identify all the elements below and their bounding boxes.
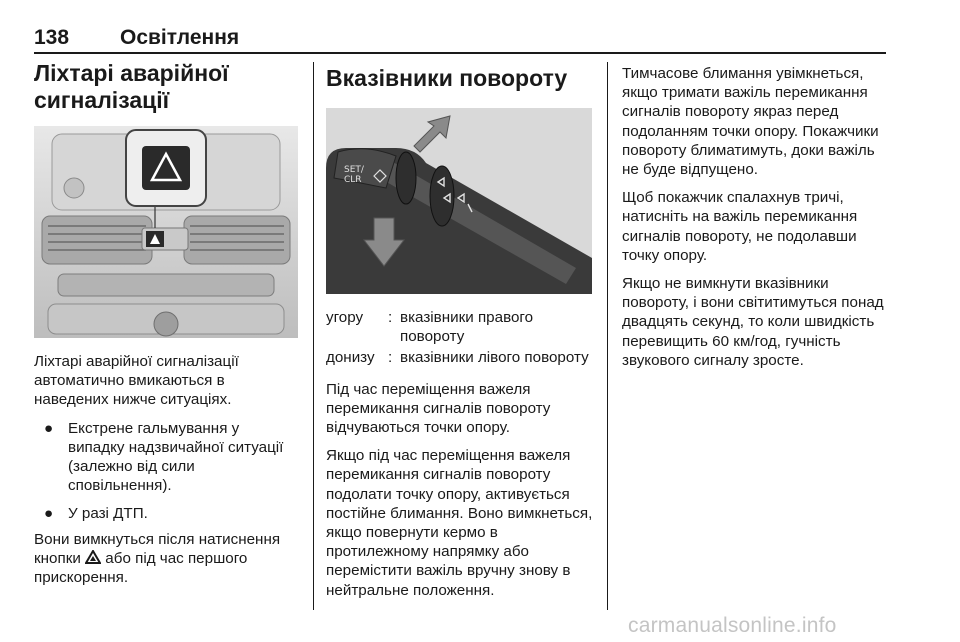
turn-signal-para5: Якщо не вимкнути вказівники повороту, і вони світитимуться понад двадцять секунд, то коли швидкість перевищить 60 км/год, гучність звукового сигналу зросте. — [622, 275, 884, 369]
column-turn-signals — [326, 60, 596, 600]
definition-row: угору : вказівники правого повороту — [326, 309, 534, 346]
column-turn-signals-continued — [622, 64, 892, 370]
set-label-line2: CLR — [344, 175, 362, 185]
column-divider-2 — [607, 62, 608, 610]
hazard-heading — [34, 60, 298, 114]
hazard-heading-line2: сигналізації — [34, 87, 170, 113]
bullet-dot: ● — [44, 505, 54, 523]
hazard-warning-triangle-icon — [85, 550, 101, 564]
page-header — [34, 24, 886, 56]
turn-signal-lever-illustration — [326, 108, 592, 294]
hazard-heading-line1: Ліхтарі аварійної — [34, 60, 229, 86]
bullet-dot: ● — [44, 419, 54, 437]
lever-drawing — [326, 108, 592, 294]
hazard-switch-illustration — [34, 126, 298, 338]
section-title: Освітлення — [120, 26, 240, 49]
turn-signal-para1: Під час переміщення важеля перемикання сигналів повороту відчуваються точки опору. — [326, 380, 551, 437]
column-hazard-lights — [34, 60, 298, 587]
header-rule — [34, 52, 886, 54]
watermark: carmanualsonline.info — [628, 614, 837, 637]
definition-row: донизу : вказівники лівого повороту — [326, 349, 589, 367]
set-label-line1: SET/ — [344, 165, 364, 175]
turn-signal-para3: Тимчасове блимання увімкнеться, якщо тримати важіль перемикання сигналів повороту якраз перед подоланням точки опору. Покажчики повороту блиматимуть, доки важіль не буде відпущено. — [622, 65, 879, 179]
hazard-conditions-list — [34, 419, 298, 524]
page-number: 138 — [34, 26, 70, 49]
list-item: ● Екстрене гальмування у випадку надзвичайної ситуації (залежно від сили сповільнення). — [44, 419, 284, 495]
turn-signal-para4: Щоб покажчик спалахнув тричі, натисніть на важіль перемикання сигналів повороту, не подолавши точку опору. — [622, 189, 858, 264]
hazard-intro: Ліхтарі аварійної сигналізації автоматично вмикаються в наведених нижче ситуаціях. — [34, 353, 239, 409]
dashboard-drawing — [34, 126, 298, 338]
column-divider-1 — [313, 62, 314, 610]
turn-signal-para2: Якщо під час переміщення важеля перемикання сигналів повороту подолати точку опору, активується постійне блимання. Воно вимкнеться, якщо повернути кермо в протилежному напрямку або перемістити важіль вручну знову в нейтральне положення. — [326, 447, 593, 599]
hazard-outro: Вони вимкнуться після натиснення кнопки або під час першого прискорення. — [34, 530, 281, 587]
lever-direction-definitions — [326, 308, 596, 368]
list-item: ● У разі ДТП. — [44, 505, 148, 523]
turn-signals-heading: Вказівники повороту — [326, 65, 568, 91]
